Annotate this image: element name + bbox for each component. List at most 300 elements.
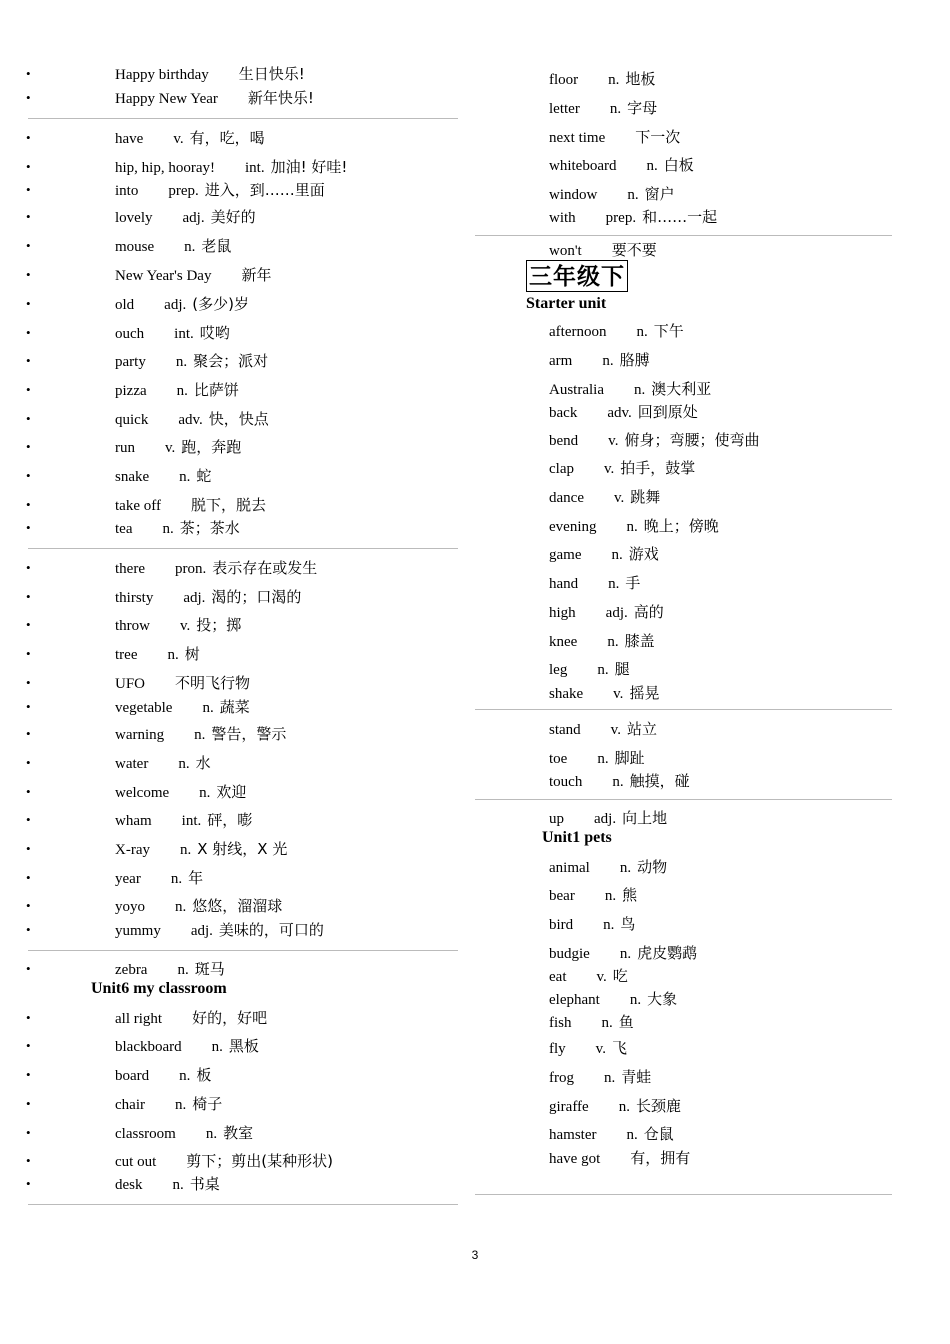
vocab-entry <box>475 1066 950 1088</box>
vocab-entry <box>0 1122 475 1144</box>
english-word: yoyo <box>115 899 145 915</box>
vocab-entry <box>0 614 475 636</box>
chinese-meaning: 晚上；傍晚 <box>643 517 719 535</box>
vocab-item <box>549 154 694 177</box>
english-word: Australia <box>549 382 604 398</box>
bullet-icon: • <box>26 675 31 690</box>
chinese-meaning: 好的，好吧 <box>192 1009 268 1027</box>
part-of-speech: adj. <box>183 590 206 606</box>
part-of-speech: n. <box>194 727 206 743</box>
chinese-meaning: 回到原处 <box>637 403 698 421</box>
vocab-entry <box>475 126 950 148</box>
chinese-meaning: 快，快点 <box>208 410 269 428</box>
english-word: into <box>115 183 139 199</box>
bullet-icon: • <box>26 159 31 174</box>
chinese-meaning: 表示存在或发生 <box>212 559 318 577</box>
part-of-speech: adj. <box>605 605 628 621</box>
english-word: leg <box>549 662 568 678</box>
chinese-meaning: 树 <box>184 645 200 663</box>
vocab-entry <box>475 1147 950 1169</box>
english-word: blackboard <box>115 1039 182 1055</box>
bullet-icon: • <box>26 898 31 913</box>
section-divider <box>28 950 458 951</box>
vocab-entry <box>475 154 950 176</box>
page-number: 3 <box>471 1248 479 1262</box>
part-of-speech: int. <box>244 160 265 176</box>
part-of-speech: n. <box>608 576 620 592</box>
vocab-item <box>549 856 667 879</box>
english-word: X-ray <box>115 842 150 858</box>
vocab-entry <box>0 958 475 980</box>
part-of-speech: adj. <box>182 210 205 226</box>
english-word: with <box>549 210 576 226</box>
part-of-speech: adv. <box>607 405 632 421</box>
vocab-entry <box>0 672 475 694</box>
chinese-meaning: 加油! 好哇! <box>270 158 348 176</box>
vocab-item <box>549 68 655 91</box>
chinese-meaning: 砰，嘭 <box>207 811 253 829</box>
part-of-speech: n. <box>604 1070 616 1086</box>
bullet-icon: • <box>26 130 31 145</box>
vocab-entry <box>0 809 475 831</box>
bullet-icon: • <box>26 468 31 483</box>
english-word: snake <box>115 469 150 485</box>
chinese-meaning: 聚会；派对 <box>193 352 269 370</box>
vocab-item <box>549 183 675 206</box>
english-word: throw <box>115 618 150 634</box>
chinese-meaning: 跑，奔跑 <box>181 438 242 456</box>
vocab-entry <box>0 87 475 109</box>
english-word: bear <box>549 888 575 904</box>
part-of-speech: n. <box>199 785 211 801</box>
vocab-item <box>115 465 211 488</box>
vocab-item <box>115 1122 253 1145</box>
chinese-meaning: 要不要 <box>611 241 657 259</box>
vocab-item <box>115 919 324 942</box>
part-of-speech: n. <box>618 1099 630 1115</box>
vocab-entry <box>475 1123 950 1145</box>
vocab-item <box>549 486 660 509</box>
part-of-speech: int. <box>174 326 194 342</box>
vocab-entry <box>475 457 950 479</box>
vocab-item <box>549 572 640 595</box>
vocab-item <box>549 884 637 907</box>
vocab-item <box>549 1147 690 1170</box>
vocab-entry <box>475 601 950 623</box>
vocab-entry <box>0 723 475 745</box>
chinese-meaning: 和……一起 <box>642 208 718 226</box>
english-word: budgie <box>549 946 590 962</box>
vocab-entry <box>0 235 475 257</box>
chinese-meaning: 美好的 <box>210 208 256 226</box>
vocab-entry <box>475 718 950 740</box>
vocab-entry <box>0 781 475 803</box>
chinese-meaning: 摇晃 <box>629 684 660 702</box>
english-word: bird <box>549 917 574 933</box>
english-word: knee <box>549 634 578 650</box>
part-of-speech: v. <box>613 490 625 506</box>
vocab-item <box>549 807 667 830</box>
chinese-meaning: 新年 <box>241 266 272 284</box>
bullet-icon: • <box>26 325 31 340</box>
section-divider <box>475 1194 892 1195</box>
english-word: yummy <box>115 923 161 939</box>
vocab-entry <box>475 1095 950 1117</box>
english-word: afternoon <box>549 324 607 340</box>
chinese-meaning: 老鼠 <box>201 237 232 255</box>
vocab-entry <box>0 436 475 458</box>
english-word: high <box>549 605 576 621</box>
vocab-item <box>115 586 301 609</box>
vocab-entry <box>0 586 475 608</box>
vocab-item <box>115 517 240 540</box>
chinese-meaning: 新年快乐! <box>247 89 314 107</box>
vocab-entry <box>0 752 475 774</box>
bullet-icon: • <box>26 961 31 976</box>
part-of-speech: n. <box>176 383 188 399</box>
part-of-speech: n. <box>178 756 190 772</box>
vocab-item <box>115 781 246 804</box>
english-word: all right <box>115 1011 163 1027</box>
part-of-speech: n. <box>170 871 183 887</box>
vocab-entry <box>0 63 475 85</box>
part-of-speech: prep. <box>168 183 199 199</box>
chinese-meaning: 美味的，可口的 <box>218 921 324 939</box>
vocab-item <box>115 87 314 110</box>
vocab-entry <box>475 401 950 423</box>
vocab-entry <box>0 179 475 201</box>
vocab-entry <box>475 349 950 371</box>
vocab-entry <box>0 1093 475 1115</box>
part-of-speech: n. <box>211 1039 223 1055</box>
chinese-meaning: 投；掷 <box>196 616 242 634</box>
bullet-icon: • <box>26 617 31 632</box>
vocab-entry <box>475 320 950 342</box>
vocab-item <box>549 913 635 936</box>
chinese-meaning: 鸟 <box>620 915 636 933</box>
part-of-speech: n. <box>184 239 196 255</box>
vocab-item <box>115 895 282 918</box>
vocab-entry <box>475 515 950 537</box>
vocab-item <box>549 988 677 1011</box>
vocab-entry <box>0 494 475 516</box>
bullet-icon: • <box>26 182 31 197</box>
vocab-entry <box>475 572 950 594</box>
bullet-icon: • <box>26 646 31 661</box>
vocab-item <box>115 1064 211 1087</box>
bullet-icon: • <box>26 1125 31 1140</box>
chinese-meaning: 蛇 <box>196 467 212 485</box>
part-of-speech: n. <box>167 647 179 663</box>
part-of-speech: n. <box>611 547 623 563</box>
vocab-item <box>115 293 249 316</box>
chinese-meaning: 触摸，碰 <box>629 772 690 790</box>
english-word: water <box>115 756 149 772</box>
bullet-icon: • <box>26 66 31 81</box>
bullet-icon: • <box>26 267 31 282</box>
chinese-meaning: 虎皮鹦鹉 <box>637 944 698 962</box>
chinese-meaning: 俯身；弯腰；使弯曲 <box>624 431 760 449</box>
vocab-entry <box>0 517 475 539</box>
english-word: fish <box>549 1015 572 1031</box>
chinese-meaning: 白板 <box>663 156 694 174</box>
english-word: there <box>115 561 145 577</box>
vocab-entry <box>0 127 475 149</box>
english-word: arm <box>549 353 573 369</box>
english-word: chair <box>115 1097 145 1113</box>
vocab-item <box>115 867 203 890</box>
vocab-entry <box>475 770 950 792</box>
english-word: evening <box>549 519 597 535</box>
vocab-item <box>549 770 690 793</box>
part-of-speech: n. <box>162 521 174 537</box>
part-of-speech: n. <box>597 751 609 767</box>
section-divider <box>475 235 892 236</box>
vocab-entry <box>0 1035 475 1057</box>
vocab-item <box>115 63 305 86</box>
vocab-entry <box>475 682 950 704</box>
part-of-speech: adj. <box>190 923 213 939</box>
vocab-entry <box>475 239 950 261</box>
bullet-icon: • <box>26 411 31 426</box>
vocab-entry <box>475 429 950 451</box>
chinese-meaning: 仓鼠 <box>643 1125 674 1143</box>
part-of-speech: n. <box>604 888 617 904</box>
chinese-meaning: 脱下，脱去 <box>190 496 266 514</box>
english-word: next time <box>549 130 606 146</box>
english-word: have <box>115 131 144 147</box>
vocab-item <box>549 1037 627 1060</box>
bullet-icon: • <box>26 812 31 827</box>
chinese-meaning: 澳大利亚 <box>651 380 712 398</box>
vocab-item <box>115 408 269 431</box>
bullet-icon: • <box>26 1067 31 1082</box>
english-word: wham <box>115 813 152 829</box>
chinese-meaning: 生日快乐! <box>238 65 305 83</box>
english-word: pizza <box>115 383 147 399</box>
part-of-speech: v. <box>173 131 184 147</box>
chinese-meaning: 蔬菜 <box>219 698 250 716</box>
english-word: desk <box>115 1177 143 1193</box>
part-of-speech: int. <box>181 813 202 829</box>
chinese-meaning: 字母 <box>627 99 658 117</box>
chinese-meaning: 游戏 <box>628 545 659 563</box>
english-word: animal <box>549 860 590 876</box>
starter-unit-heading: Starter unit <box>526 295 607 312</box>
bullet-icon: • <box>26 353 31 368</box>
vocab-entry <box>475 807 950 829</box>
bullet-icon: • <box>26 520 31 535</box>
part-of-speech: n. <box>202 700 214 716</box>
chinese-meaning: 地板 <box>625 70 656 88</box>
chinese-meaning: 窗户 <box>644 185 675 203</box>
part-of-speech: n. <box>603 917 615 933</box>
chinese-meaning: 斑马 <box>194 960 225 978</box>
vocab-entry <box>475 543 950 565</box>
vocab-item <box>115 723 286 746</box>
chinese-meaning: (多少)岁 <box>192 295 249 313</box>
part-of-speech: adj. <box>164 297 187 313</box>
vocab-item <box>115 557 317 580</box>
vocab-item <box>549 942 697 965</box>
english-word: classroom <box>115 1126 176 1142</box>
vocab-entry <box>0 1150 475 1172</box>
chinese-meaning: 长颈鹿 <box>635 1097 681 1115</box>
vocab-item <box>549 1066 651 1089</box>
vocab-entry <box>475 1011 950 1033</box>
part-of-speech: n. <box>636 324 648 340</box>
chinese-meaning: 水 <box>195 754 211 772</box>
english-word: board <box>115 1068 150 1084</box>
english-word: mouse <box>115 239 155 255</box>
bullet-icon: • <box>26 439 31 454</box>
vocab-item <box>115 809 252 832</box>
vocab-item <box>549 601 664 624</box>
vocab-item <box>115 643 200 666</box>
vocab-item <box>549 126 680 149</box>
vocab-item <box>115 206 256 229</box>
bullet-icon: • <box>26 296 31 311</box>
english-word: giraffe <box>549 1099 589 1115</box>
vocab-entry <box>475 913 950 935</box>
chinese-meaning: 脚趾 <box>614 749 645 767</box>
vocab-entry <box>475 856 950 878</box>
chinese-meaning: 年 <box>188 869 204 887</box>
english-word: elephant <box>549 992 600 1008</box>
part-of-speech: n. <box>607 634 619 650</box>
english-word: touch <box>549 774 583 790</box>
english-word: take off <box>115 498 161 514</box>
english-word: tree <box>115 647 138 663</box>
chinese-meaning: 渴的；口渴的 <box>211 588 302 606</box>
vocab-item <box>549 349 650 372</box>
chinese-meaning: 胳膊 <box>619 351 650 369</box>
english-word: toe <box>549 751 568 767</box>
bullet-icon: • <box>26 589 31 604</box>
vocab-entry <box>0 206 475 228</box>
english-word: have got <box>549 1151 601 1167</box>
part-of-speech: adv. <box>178 412 203 428</box>
vocab-entry <box>0 1064 475 1086</box>
part-of-speech: prep. <box>605 210 637 226</box>
vocab-item <box>549 658 630 681</box>
part-of-speech: n. <box>646 158 658 174</box>
grade-title: 三年级下 <box>526 260 628 292</box>
english-word: up <box>549 811 564 827</box>
part-of-speech: n. <box>174 1097 187 1113</box>
chinese-meaning: 站立 <box>626 720 657 738</box>
english-word: frog <box>549 1070 574 1086</box>
vocab-item <box>549 401 698 424</box>
chinese-meaning: 鱼 <box>618 1013 634 1031</box>
english-word: won't <box>549 243 582 259</box>
english-word: zebra <box>115 962 148 978</box>
vocab-entry <box>475 747 950 769</box>
english-word: dance <box>549 490 584 506</box>
vocab-item <box>115 958 225 981</box>
english-word: hip, hip, hooray! <box>115 160 215 176</box>
vocab-item <box>549 747 645 770</box>
vocab-item <box>115 494 266 517</box>
english-word: eat <box>549 969 567 985</box>
part-of-speech: n. <box>179 1068 191 1084</box>
chinese-meaning: 茶；茶水 <box>179 519 240 537</box>
chinese-meaning: 向上地 <box>622 809 668 827</box>
chinese-meaning: 腿 <box>614 660 630 678</box>
english-word: New Year's Day <box>115 268 212 284</box>
english-word: quick <box>115 412 149 428</box>
vocab-entry <box>0 322 475 344</box>
vocab-entry <box>475 68 950 90</box>
chinese-meaning: 悠悠，溜溜球 <box>192 897 283 915</box>
chinese-meaning: 下午 <box>653 322 684 340</box>
english-word: Happy New Year <box>115 91 218 107</box>
english-word: hamster <box>549 1127 597 1143</box>
english-word: floor <box>549 72 579 88</box>
vocab-item <box>549 682 659 705</box>
bullet-icon: • <box>26 841 31 856</box>
bullet-icon: • <box>26 90 31 105</box>
chinese-meaning: 比萨饼 <box>193 381 239 399</box>
section-divider <box>28 1204 458 1205</box>
chinese-meaning: 教室 <box>223 1124 254 1142</box>
vocab-item <box>549 543 659 566</box>
vocab-entry <box>475 97 950 119</box>
vocab-entry <box>0 643 475 665</box>
vocab-entry <box>475 884 950 906</box>
chinese-meaning: 飞 <box>611 1039 627 1057</box>
vocab-item <box>549 1011 634 1034</box>
bullet-icon: • <box>26 1038 31 1053</box>
vocab-entry <box>475 378 950 400</box>
part-of-speech: n. <box>619 946 632 962</box>
part-of-speech: v. <box>608 433 619 449</box>
chinese-meaning: 不明飞行物 <box>175 674 251 692</box>
part-of-speech: v. <box>610 722 621 738</box>
chinese-meaning: 高的 <box>633 603 664 621</box>
vocab-entry <box>475 965 950 987</box>
english-word: cut out <box>115 1154 157 1170</box>
unit1-heading: Unit1 pets <box>542 829 612 846</box>
vocab-entry <box>0 838 475 860</box>
bullet-icon: • <box>26 922 31 937</box>
vocab-entry <box>475 658 950 680</box>
english-word: hand <box>549 576 579 592</box>
chinese-meaning: 板 <box>196 1066 212 1084</box>
vocab-item <box>115 1150 333 1173</box>
chinese-meaning: 进入，到……里面 <box>204 181 325 199</box>
part-of-speech: n. <box>175 899 187 915</box>
english-word: year <box>115 871 141 887</box>
chinese-meaning: X 射线，X 光 <box>197 840 288 858</box>
vocab-item <box>115 614 241 637</box>
vocab-item <box>115 322 230 345</box>
vocab-entry <box>0 1173 475 1195</box>
english-word: game <box>549 547 582 563</box>
vocab-item <box>115 436 241 459</box>
vocab-item <box>549 1095 681 1118</box>
vocab-entry <box>0 264 475 286</box>
english-word: thirsty <box>115 590 154 606</box>
vocab-item <box>549 630 655 653</box>
english-word: warning <box>115 727 165 743</box>
vocab-item <box>115 672 250 695</box>
vocab-item <box>115 838 287 861</box>
part-of-speech: n. <box>627 187 639 203</box>
chinese-meaning: 警告，警示 <box>211 725 287 743</box>
vocab-item <box>549 97 657 120</box>
part-of-speech: n. <box>609 101 622 117</box>
